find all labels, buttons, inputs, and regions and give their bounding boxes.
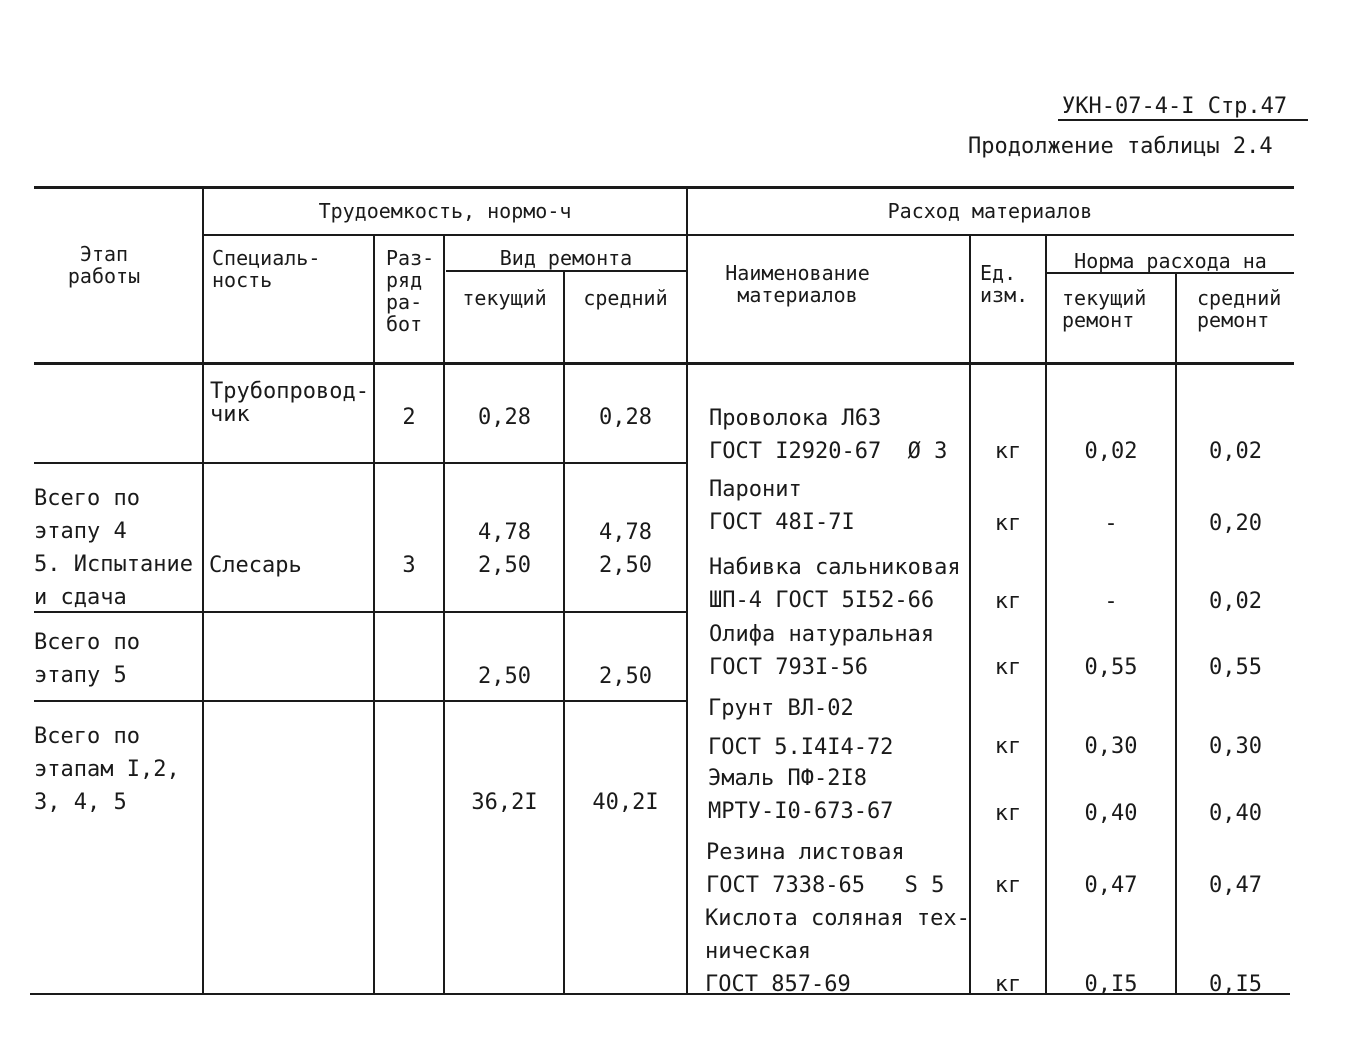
material-name: Набивка сальниковая ШП-4 ГОСТ 5I52-66 (709, 555, 961, 613)
material-current: 0,47 (1084, 873, 1138, 898)
header-medium-repair: средний ремонт (1197, 286, 1282, 332)
stage-total-5: Всего по этапу 5 (34, 630, 140, 688)
material-name: Резина листовая ГОСТ 7338-65 S 5 (706, 840, 945, 898)
material-name: Кислота соляная тех- ническая ГОСТ 857-69 (705, 906, 970, 997)
header-specialty: Специаль- ность (212, 246, 321, 292)
material-name: Эмаль ПФ-2I8 МРТУ-I0-673-67 (708, 766, 894, 824)
header-current: текущий (462, 286, 547, 310)
material-unit: кг (994, 734, 1022, 759)
material-unit: кг (994, 873, 1022, 898)
material-medium: 0,02 (1209, 439, 1262, 464)
material-medium: 0,30 (1209, 734, 1262, 759)
material-current: 0,40 (1084, 801, 1138, 826)
material-current: 0,02 (1084, 439, 1138, 464)
material-current: 0,55 (1084, 655, 1138, 680)
material-medium: 0,55 (1209, 655, 1262, 680)
header-labor: Трудоемкость, нормо-ч (318, 199, 572, 223)
material-unit: кг (994, 511, 1022, 536)
header-materials: Расход материалов (887, 199, 1093, 223)
document-code: УКН-07-4-I Стр.47 (1062, 94, 1288, 119)
material-medium: 0,I5 (1209, 972, 1262, 997)
current-grand-total: 36,2I (471, 790, 538, 815)
material-unit: кг (994, 801, 1022, 826)
material-unit: кг (994, 972, 1022, 997)
current-fitter: 4,78 2,50 (478, 520, 531, 578)
specialty-pipefitter: Трубопровод- чик (210, 379, 369, 427)
header-current-repair: текущий ремонт (1062, 286, 1147, 332)
material-unit: кг (994, 589, 1022, 614)
material-unit: кг (994, 439, 1022, 464)
material-name: Паронит ГОСТ 48I-7I (709, 477, 855, 535)
material-current: 0,30 (1084, 734, 1138, 759)
material-current: 0,I5 (1084, 972, 1138, 997)
header-repair-type: Вид ремонта (499, 246, 633, 270)
current-pipefitter: 0,28 (478, 405, 531, 430)
current-total-5: 2,50 (478, 664, 531, 689)
material-name: Грунт ВЛ-02 ГОСТ 5.I4I4-72 (708, 696, 894, 760)
header-unit: Ед. изм. (980, 261, 1029, 307)
material-medium: 0,02 (1209, 589, 1262, 614)
header-material-name: Наименование материалов (725, 261, 870, 307)
stage-grand-total: Всего по этапам I,2, 3, 4, 5 (34, 724, 180, 815)
header-norm: Норма расхода на (1074, 249, 1267, 273)
material-name: Олифа натуральная ГОСТ 793I-56 (709, 622, 935, 680)
material-medium: 0,47 (1209, 873, 1262, 898)
stage-total-4-and-stage-5: Всего по этапу 4 5. Испытание и сдача (34, 486, 193, 610)
material-current: - (1104, 511, 1118, 536)
medium-total-5: 2,50 (599, 664, 652, 689)
medium-grand-total: 40,2I (592, 790, 659, 815)
header-medium: средний (583, 286, 668, 310)
header-stage: Этап работы (67, 242, 141, 288)
material-medium: 0,20 (1209, 511, 1262, 536)
table-continuation-caption: Продолжение таблицы 2.4 (968, 134, 1273, 159)
material-name: Проволока Л63 ГОСТ I2920-67 Ø 3 (709, 406, 948, 464)
grade-pipefitter: 2 (402, 405, 416, 430)
header-grade: Раз- ряд ра- бот (386, 246, 435, 336)
material-medium: 0,40 (1209, 801, 1262, 826)
specialty-fitter: Слесарь (209, 553, 302, 578)
material-current: - (1104, 589, 1118, 614)
document-code-underline (1058, 119, 1308, 121)
material-unit: кг (994, 655, 1022, 680)
medium-pipefitter: 0,28 (599, 405, 652, 430)
medium-fitter: 4,78 2,50 (599, 520, 652, 578)
grade-fitter: 3 (402, 553, 416, 578)
